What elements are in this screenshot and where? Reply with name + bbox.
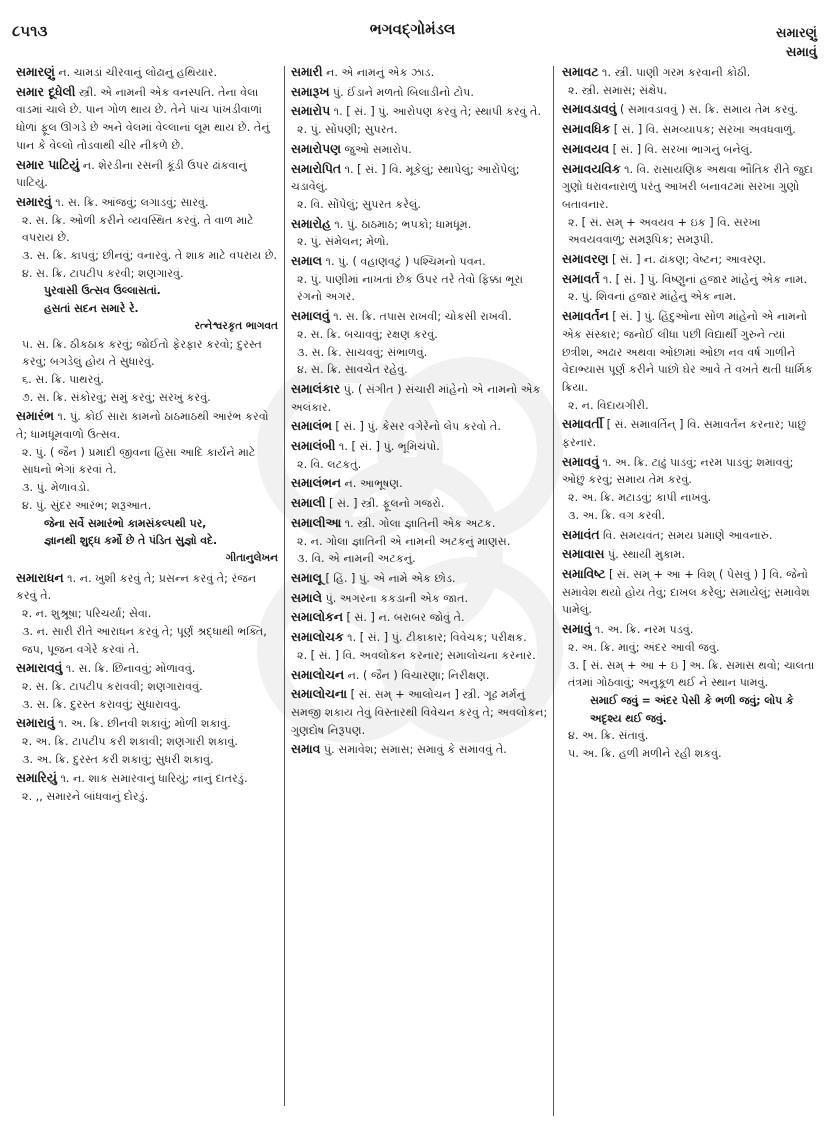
entry-first-line xyxy=(291,495,548,513)
definition: ૨. પું. શિવનાં હજાર માંહેનું એક નામ. xyxy=(568,290,737,304)
definition: ૨. સ. ક્રિ. ઓળી કરીને વ્યવસ્થિત કરવું. તે વાળ માટે વપરાય છે. xyxy=(22,213,254,245)
definition: ન. ( જૈન ) વિચારણા; નિરીક્ષણ. xyxy=(347,668,490,682)
entry-first-line xyxy=(562,546,817,564)
entry-first-line xyxy=(291,381,548,416)
definition: ૩. ન. સારી રીતે આરાધન કરવું તે; પૂર્ણ શ્રદ્ધાથી ભક્તિ, જપ, પૂજન વગેરે કરવાં તે. xyxy=(22,624,267,656)
column-1 xyxy=(16,64,278,808)
definition: ૩. અ. ક્રિ. દુરસ્ત કરી શકાવું; સુધરી શકાવું. xyxy=(22,752,214,766)
dictionary-entry xyxy=(291,308,548,379)
headword: સમાર દૂધેલી xyxy=(16,84,76,99)
headword: સમાલૂ xyxy=(291,570,322,585)
dictionary-entry xyxy=(562,101,817,119)
headword: સમાવયવ xyxy=(562,141,610,156)
definition: પું. સમાવેશ; સમાસ; સમાવું કે સમાવવું તે. xyxy=(323,743,507,757)
dictionary-entry xyxy=(16,570,278,659)
dictionary-entry xyxy=(291,381,548,416)
definition: ૧. અ. ક્રિ. નરમ પડવું. xyxy=(594,623,694,637)
dictionary-entry xyxy=(291,741,548,759)
definition: જુઓ સમારોપ. xyxy=(344,142,412,156)
entry-first-line xyxy=(16,715,278,733)
headword: સમાવધિક xyxy=(562,122,611,137)
dictionary-entry xyxy=(16,715,278,768)
dictionary-entry xyxy=(291,161,548,214)
definition: ૨. સ. ક્રિ. ટાપટીપ કરાવવી; શણગારાવવું. xyxy=(22,679,203,693)
definition: ૧. સ. ક્રિ. તપાસ રાખવી; ચોકસી રાખવી. xyxy=(333,310,512,324)
dictionary-entry xyxy=(16,194,278,406)
definition: ૧. [ સં. ] પું. વિષ્ણુનાં હજાર માંહેનું એક નામ. xyxy=(603,272,808,286)
dictionary-entry xyxy=(16,64,278,82)
definition: ૧. સ્ત્રી. પાણી ગરમ કરવાની કોઠી. xyxy=(602,66,751,79)
headword: સમારાવું xyxy=(16,716,55,731)
definition: ૫. સ. ક્રિ. ઠીકઠાક કરવું; જોઈતો ફેરફાર કરવો; દુરસ્ત કરવું; બગડેલું હોય તે સુધારવું. xyxy=(22,337,262,369)
dictionary-entry xyxy=(291,64,548,82)
headword: સમારણું xyxy=(16,65,55,79)
definition: ૨. પું. પાણીમાં નાખતાં છેક ઉપર તરે તેવો ફિક્કા ભૂરા રંગનો અગર. xyxy=(297,272,523,304)
headword: સમારવું xyxy=(16,194,52,209)
definition: ૧. [ સં. ] પું. આરોપણ કરવું તે; સ્થાપી કરવું તે. xyxy=(333,105,542,119)
definition: ૨. પું. સંમેલન; મેળો. xyxy=(297,235,390,249)
headword: સમાલોકન xyxy=(291,610,343,625)
dictionary-entry xyxy=(562,308,817,414)
dictionary-entry xyxy=(562,566,817,619)
definition: [ સં. ] પું. કેસર વગેરેનો લેપ કરવો તે. xyxy=(335,420,501,434)
headword: સમાવું xyxy=(562,622,592,637)
definition: ૩. સ. ક્રિ. સાચવવું; સંભાળવું. xyxy=(297,345,428,359)
entry-first-line xyxy=(291,253,548,271)
column-divider xyxy=(284,66,285,1106)
entry-first-line xyxy=(562,251,817,269)
dictionary-entry xyxy=(291,438,548,473)
headword: સમારાવવું xyxy=(16,661,63,676)
dictionary-entry xyxy=(562,271,817,306)
definition: ૪. અ. ક્રિ. સંતાવું. xyxy=(568,729,649,743)
headword: સમાવંત xyxy=(562,527,600,542)
definition: સ્ત્રી. એ નામની એક વનસ્પતિ. તેના વેલા વાડમાં ચાલે છે. પાન ગોળ થાય છે. તેને પાંચ પાંખડીવાળાં ધોળાં ફૂલ ઊગડે છે અને વેલમાં વેલ્લાનાં લૂમ થાય છે. તેનું પાન કે વેલ્લો તોડવાથી ચીર નીકળે છે. xyxy=(16,85,270,152)
dictionary-entry xyxy=(291,570,548,588)
guide-word-last: સમાવું xyxy=(786,45,817,60)
entry-first-line xyxy=(291,741,548,759)
definition: [ સં. ] વિ. સરખા ભાગનું બનેલું. xyxy=(612,142,753,156)
dictionary-entry xyxy=(291,141,548,159)
definition: પું. અગરના કકડાની એક જાત. xyxy=(325,591,469,605)
dictionary-entry xyxy=(291,629,548,664)
headword: સમાવર્તી xyxy=(562,417,603,432)
definition: પું. ( સંગીત ) સંચારી માંહેનો એ નામનો એક અલંકાર. xyxy=(291,382,541,414)
headword: સમાવરણ xyxy=(562,252,609,267)
entry-first-line xyxy=(562,161,817,214)
headword: સમારોહ xyxy=(291,216,331,231)
entry-first-line xyxy=(562,101,817,119)
definition: ૧. પું. કોઈ સારા કામનો ઠાઠમાઠથી આરંભ કરવો તે; ધામધૂમવાળો ઉત્સવ. xyxy=(16,410,269,442)
headword: સમાવિષ્ટ xyxy=(562,566,606,581)
dictionary-entry xyxy=(562,621,817,763)
page-header xyxy=(0,0,825,60)
definition: ૨. વિ. સોંપેલું; સુપરત કરેલું. xyxy=(297,197,421,211)
entry-first-line xyxy=(562,64,817,82)
definition: ૨. [ સં. ] વિ. અવલોકન કરનાર; સમાલોચના કરનાર. xyxy=(297,648,536,662)
dictionary-entry xyxy=(291,515,548,568)
entry-first-line xyxy=(291,475,548,493)
dictionary-entry xyxy=(562,416,817,451)
headword: સમાલોચક xyxy=(291,630,344,645)
headword: સમાલંભ xyxy=(291,419,332,434)
page-number: ૮૫૧૩ xyxy=(12,22,48,40)
definition: ૨. વિ. લટકતું. xyxy=(297,457,362,471)
definition: ૨. અ. ક્રિ. ટાપટીપ કરી શકાવી; શણગારી શકાવું. xyxy=(22,735,238,749)
quotation-line: જ્ઞાનથી શુદ્ધ કર્મો છે તે પંડિત સુજ્ઞો વદે. xyxy=(44,534,218,548)
dictionary-entry xyxy=(291,667,548,685)
dictionary-entry xyxy=(291,84,548,102)
dictionary-entry xyxy=(16,770,278,805)
definition: ૧. પું. ( વહાણવટું ) પશ્ચિમનો પવન. xyxy=(325,255,486,269)
dictionary-entry xyxy=(562,161,817,250)
definition: ૪. પું. સુંદર આરંભ; શરૂઆત. xyxy=(22,498,152,512)
dictionary-entry xyxy=(562,64,817,99)
entry-first-line xyxy=(291,308,548,326)
headword: સમાવર્તન xyxy=(562,309,609,324)
headword: સમારૂખ xyxy=(291,84,330,99)
entry-first-line xyxy=(291,570,548,588)
headword: સમાલી xyxy=(291,496,326,511)
entry-first-line xyxy=(291,103,548,121)
quotation-line: જેના સર્વે સમારંભો કામસંકલ્પથી પર, xyxy=(44,516,207,530)
definition: ૨. ન. વિદાયગીરી. xyxy=(568,398,649,412)
definition: ૧. વિ. રાસાયણિક અથવા ભૌતિક રીતે જુદા ગુણો ધરાવનારાળું પરંતુ આખરી બનાવટમાં સરખા ગુણો બતાવનાર. xyxy=(562,162,813,211)
entry-first-line xyxy=(562,271,817,289)
definition: ૧. [ સં. ] પું. ટીકાકાર; વિવેચક; પરીક્ષક. xyxy=(347,631,527,645)
headword: સમારિયું xyxy=(16,771,57,786)
headword: સમાલવું xyxy=(291,309,330,324)
entry-first-line xyxy=(16,770,278,788)
headword: સમાવ xyxy=(291,742,321,757)
dictionary-entry xyxy=(16,84,278,155)
definition: [ સં. ] ન. ઢાંકણ; વેષ્ટન; આવરણ. xyxy=(611,253,766,267)
dictionary-entry xyxy=(16,157,278,192)
dictionary-entry xyxy=(16,660,278,713)
definition: ૨. ન. શુશ્રૂષા; પરિચર્યા; સેવા. xyxy=(22,607,152,621)
headword: સમારોપણ xyxy=(291,141,341,156)
definition: ૨. અ. ક્રિ. મટાડવું; કાપી નાખવું. xyxy=(568,491,712,505)
entry-first-line xyxy=(291,438,548,456)
entry-first-line xyxy=(291,64,548,82)
definition: ૨. [ સં. સમ્ + અવયવ + ઇક ] વિ. સરખા અવયવવાળું; સમરૂપિક; સમરૂપી. xyxy=(568,215,761,247)
definition: ૧. સ. ક્રિ. આંજવું; લગાડવું; સારવું. xyxy=(55,195,209,209)
dictionary-entry xyxy=(291,216,548,251)
definition: [ સં. ] વિ. સમવ્યાપક; સરખા અવધવાળું. xyxy=(613,123,796,137)
headword: સમાવટ xyxy=(562,65,599,79)
dictionary-entry xyxy=(291,418,548,436)
entry-first-line xyxy=(562,454,817,489)
quotation-source: ગીતાનુલેખન xyxy=(225,551,278,564)
headword: સમાલ xyxy=(291,254,322,269)
entry-first-line xyxy=(562,621,817,639)
definition: ૩. સ. ક્રિ. દુરસ્ત કરાવવું; સુધારાવવું. xyxy=(22,697,182,711)
headword: સમારોપિત xyxy=(291,161,341,176)
headword: સમાલંકાર xyxy=(291,381,341,396)
entry-first-line xyxy=(16,64,278,82)
headword: સમારાધન xyxy=(16,570,64,585)
dictionary-entry xyxy=(291,475,548,493)
headword: સમારંભ xyxy=(16,409,54,424)
headword: સમાલોચના xyxy=(291,687,348,702)
headword: સમાર પાટિયું xyxy=(16,157,80,172)
headword: સમારી xyxy=(291,65,323,79)
entry-first-line xyxy=(562,527,817,545)
definition: ૨. ,, સમારને બાંધવાનું દોરડું. xyxy=(22,790,149,804)
dictionary-entry xyxy=(562,527,817,545)
entry-first-line xyxy=(291,667,548,685)
headword: સમાલોચન xyxy=(291,667,345,682)
definition: ૩. પું. મેળાવડો. xyxy=(22,481,90,495)
definition: ૨. અ. ક્રિ. માવું; અંદર આવી જવું. xyxy=(568,640,720,654)
entry-first-line xyxy=(291,609,548,627)
definition: [ સં. સમાવર્તિન્ ] વિ. સમાવર્તન કરનાર; પાછું ફરનાર. xyxy=(562,418,807,450)
dictionary-entry xyxy=(562,251,817,269)
dictionary-entry xyxy=(16,408,278,567)
definition: ૧. અ. ક્રિ. છીનવી શકાવું; મોળી શકાવું. xyxy=(58,717,231,731)
entry-first-line xyxy=(291,141,548,159)
entry-first-line xyxy=(16,660,278,678)
definition: ૩. સ. ક્રિ. કાપવું; છીનવું; વનારવું. તે શાક માટે વપરાય છે. xyxy=(22,249,278,263)
definition: ૨. સ. ક્રિ. બચાવવું; રક્ષણ કરવું. xyxy=(297,327,438,341)
definition: ૧. સ્ત્રી. ગોલા જ્ઞાતિની એક અટક. xyxy=(344,516,496,530)
definition: ૩. [ સં. સમ્ + આ + ઇ ] અ. ક્રિ. સમાસ થવો; ચાલતા તંત્રમાં ગોઠવાવું; અનુકૂળ થઈ ને સ્થાન પામવું. xyxy=(568,658,815,690)
dictionary-entry xyxy=(291,609,548,627)
dictionary-entry xyxy=(562,546,817,564)
definition: ૧. ન. શાક સમારવાનું ધારિયું; નાનું દાતરડું. xyxy=(60,772,248,786)
definition: ૨. ન. ગોલા જ્ઞાતિની એ નામની અટકનું માણસ. xyxy=(297,534,511,548)
definition: ૭. સ. ક્રિ. સંકોરવું; સમું કરવું; સરખું કરવું. xyxy=(22,390,211,404)
definition: ન. શેરડીના રસની કૂંડી ઉપર ઢાંકવાનું પાટિયું. xyxy=(16,158,247,190)
definition: પું. સ્થાયી મુકામ. xyxy=(607,548,686,562)
entry-first-line xyxy=(291,590,548,608)
definition: [ સં. સમ્ + આ + વિશ્ ( પેસવું ) ] વિ. જેનો સમાવેશ થયો હોય તેવું; દાખલ કરેલું; સમાયેલું; સમાવેશ પામેલું. xyxy=(562,567,810,617)
quotation-line: પુરવાસી ઉત્સવ ઉલ્લાસતાં. xyxy=(44,284,161,298)
dictionary-entry xyxy=(291,495,548,513)
entry-first-line xyxy=(291,686,548,739)
definition: ૩. વિ. એ નામની અટકનું. xyxy=(297,552,416,566)
definition: ૧. સ. ક્રિ. છિંનાવવું; મોળાવવું. xyxy=(65,662,196,676)
guide-words xyxy=(776,24,817,62)
headword: સમાવયવિક xyxy=(562,161,621,176)
headword: સમારોપ xyxy=(291,104,331,119)
definition: ૧. ન. ખુશી કરવું તે; પ્રસન્ન કરવું તે; રંજન કરવું તે. xyxy=(16,571,257,603)
quotation-line: હસતાં સદન સમારે રે. xyxy=(44,302,139,316)
definition: [ સં. સમ્ + આલોચન ] સ્ત્રી. ગૂઢ મર્મનું સમજી શકાય તેવું વિસ્તારથી વિવેચન કરવું તે; અવલોકન; ગુણદોષ નિરૂપણ. xyxy=(291,688,548,737)
definition: ૬. સ. ક્રિ. પાથરવું. xyxy=(22,372,104,386)
definition: ૧. પું. ઠાઠમાઠ; ભપકો; ધામધૂમ. xyxy=(334,217,472,231)
entry-first-line xyxy=(291,84,548,102)
dictionary-entry xyxy=(562,141,817,159)
definition: ૧. [ સં. ] પું. ભૂમિચંપો. xyxy=(338,440,440,454)
definition: [ સં. ] પું. હિંદુઓના સોળ માંહેનો એ નામનો એક સંસ્કાર; જનોઈ લીધા પછી વિદ્યાર્થી ગુરુને ત્યાં છત્રીશ, અઢાર અથવા ઓછામાં ઓછા નવ વર્ષ ગાળીને વેદાભ્યાસ પૂર્ણ કરીને પાછો ઘેર આવે તે વખતે થતી ધાર્મિક ક્રિયા. xyxy=(562,310,813,394)
headword: સમાલે xyxy=(291,590,322,605)
entry-first-line xyxy=(291,629,548,647)
entry-first-line xyxy=(291,515,548,533)
definition: ૪. સ. ક્રિ. સાવચેત રહેવું. xyxy=(297,363,408,377)
dictionary-entry xyxy=(562,454,817,525)
column-divider xyxy=(553,66,554,1116)
dictionary-entry xyxy=(291,103,548,138)
definition: ન. ચામડાં ચીરવાનું લોઢાનું હથિયાર. xyxy=(58,66,218,79)
headword: સમાવડાવવું xyxy=(562,102,617,117)
headword: સમાલંભન xyxy=(291,476,341,491)
column-2 xyxy=(291,64,548,761)
headword: સમાલંબી xyxy=(291,439,336,454)
definition: ( સમાવડાવવું ) સ. ક્રિ. સમાય તેમ કરવું. xyxy=(619,103,799,117)
headword: સમાવર્ત xyxy=(562,271,600,286)
guide-word-first: સમારણું xyxy=(776,26,817,41)
dictionary-entry xyxy=(291,253,548,306)
entry-first-line xyxy=(16,84,278,155)
definition: ૧. અ. ક્રિ. ટાઢું પાડવું; નરમ પાડવું; શમાવવું; ઓછું કરવું; સમાય તેમ કરવું. xyxy=(562,455,794,487)
entry-first-line xyxy=(16,570,278,605)
entry-first-line xyxy=(562,566,817,619)
headword: સમાલીઆ xyxy=(291,515,342,530)
entry-first-line xyxy=(562,141,817,159)
dictionary-entry xyxy=(562,121,817,139)
entry-first-line xyxy=(562,416,817,451)
definition: [ હિં. ] પું. એ નામે એક છોડ. xyxy=(325,571,456,585)
dictionary-entry xyxy=(291,590,548,608)
definition: ૨. સ્ત્રી. સમાસ; સંક્ષેપ. xyxy=(568,83,668,97)
definition: ૧. [ સં. ] વિ. મૂકેલું; સ્થાપેલું; આરોપેલું; ચડાવેલું. xyxy=(291,162,520,194)
quotation-source: રત્નેશ્વરકૃત ભાગવત xyxy=(194,319,278,332)
definition: ૨. પું. ( જૈન ) પ્રમાદી જીવના હિંસા આદિ કાર્યને માટે સાધનો ભેગાં કરવાં તે. xyxy=(22,445,256,477)
definition: ન. એ નામનું એક ઝાડ. xyxy=(326,66,435,79)
definition: ન. આભૂષણ. xyxy=(344,477,403,491)
dictionary-entry xyxy=(291,686,548,739)
running-title: ભગવદ્ગોમંડલ xyxy=(369,20,456,38)
headword: સમાવવું xyxy=(562,454,599,469)
entry-first-line xyxy=(16,157,278,192)
definition: વિ. સમયવંત; સમય પ્રમાણે આવનારું. xyxy=(603,528,773,542)
column-3 xyxy=(562,64,817,765)
definition: ૩. અ. ક્રિ. વગ કરવી. xyxy=(568,508,666,522)
quotation-line: સમાઈ જવું = અંદર પેસી કે ભળી જવું; લોપ કે અદૃશ્ય થઈ જવું. xyxy=(590,693,794,725)
definition: [ સં. ] ન. બરાબર જોવું તે. xyxy=(346,611,465,625)
entry-first-line xyxy=(291,161,548,196)
definition: ૨. પું. સોંપણી; સુપરત. xyxy=(297,123,398,137)
headword: સમાવાસ xyxy=(562,547,605,562)
entry-first-line xyxy=(562,121,817,139)
entry-first-line xyxy=(562,308,817,397)
entry-first-line xyxy=(16,408,278,443)
definition: ૫. અ. ક્રિ. હળી મળીને રહી શકવું. xyxy=(568,747,722,761)
definition: પું. ઈંડાને મળતો બિલાડીનો ટોપ. xyxy=(332,85,474,99)
definition: [ સં. ] સ્ત્રી. ફૂલનો ગજરો. xyxy=(329,497,445,511)
entry-first-line xyxy=(16,194,278,212)
entry-first-line xyxy=(291,216,548,234)
entry-first-line xyxy=(291,418,548,436)
definition: ૪. સ. ક્રિ. ટાપટીપ કરવી; શણગારવું. xyxy=(22,266,184,280)
